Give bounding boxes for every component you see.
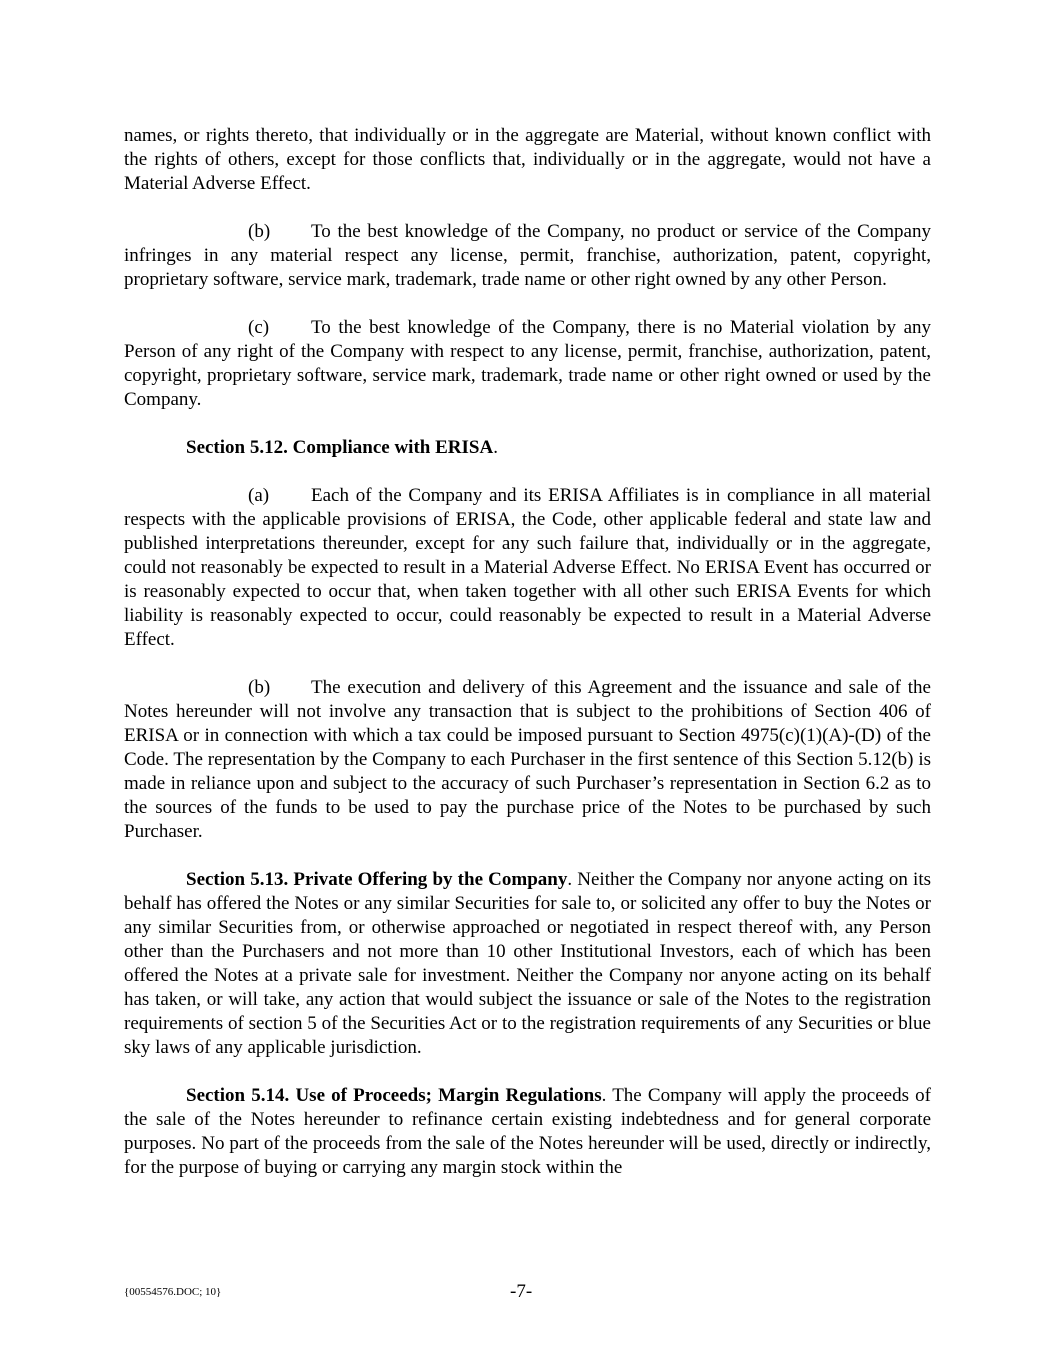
paragraph-label: (b) [248,221,271,242]
section-5-14-paragraph [124,1084,931,1180]
section-heading: Section 5.13. Private Offering by the Company [186,869,568,890]
paragraph-label: (c) [248,317,270,338]
paragraph-text: To the best knowledge of the Company, no product or service of the Company infringes in any material respect any license, permit, franchise, authorization, patent, copyright, proprietary software, service mark, trademark, trade name or other right owned by any other Person. [124,221,931,290]
section-5-13-paragraph [124,868,931,1060]
section-text: . The Company will apply the proceeds of the sale of the Notes hereunder to refinance certain existing indebtedness and for general corporate purposes. No part of the proceeds from the sale of the Notes hereunder will be used, directly or indirectly, for the purpose of buying or carrying any margin stock within the [124,1085,931,1178]
paragraph-text: To the best knowledge of the Company, there is no Material violation by any Person of any right of the Company with respect to any license, permit, franchise, authorization, patent, copyright, proprietary software, service mark, trademark, trade name or other right owned or used by the Company. [124,317,931,410]
section-5-12-heading [124,436,931,460]
section-5-12-b-paragraph [124,676,931,844]
paragraph-text: Each of the Company and its ERISA Affiliates is in compliance in all material respects with the applicable provisions of ERISA, the Code, other applicable federal and state law and published interpretations thereunder, except for any such failure that, individually or in the aggregate, could not reasonably be expected to result in a Material Adverse Effect. No ERISA Event has occurred or is reasonably expected to occur that, when taken together with all other such ERISA Events for which liability is reasonably expected to occur, could reasonably be expected to result in a Material Adverse Effect. [124,485,931,650]
paragraph-text: The execution and delivery of this Agreement and the issuance and sale of the Notes hereunder will not involve any transaction that is subject to the prohibitions of Section 406 of ERISA or in connection with which a tax could be imposed pursuant to Section 4975(c)(1)(A)-(D) of the Code. The representation by the Company to each Purchaser in the first sentence of this Section 5.12(b) is made in reliance upon and subject to the accuracy of such Purchaser’s representation in Section 6.2 as to the sources of the funds to be used to pay the purchase price of the Notes to be purchased by such Purchaser. [124,677,931,842]
footer-document-id: {00554576.DOC; 10} [124,1286,222,1298]
document-page [124,124,931,1180]
section-5-11-b-paragraph [124,220,931,292]
section-5-12-a-paragraph [124,484,931,652]
continuation-paragraph: names, or rights thereto, that individually or in the aggregate are Material, without known conflict with the rights of others, except for those conflicts that, individually or in the aggregate, would not have a Material Adverse Effect. [124,125,931,194]
heading-period: . [493,437,498,458]
paragraph-label: (b) [248,677,271,698]
section-heading: Section 5.14. Use of Proceeds; Margin Regulations [186,1085,602,1106]
paragraph-label: (a) [248,485,270,506]
section-text: . Neither the Company nor anyone acting on its behalf has offered the Notes or any similar Securities for sale to, or solicited any offer to buy the Notes or any similar Securities from, or otherwise approached or negotiated in respect thereof with, any Person other than the Purchasers and not more than 10 other Institutional Investors, each of which has been offered the Notes at a private sale for investment. Neither the Company nor anyone acting on its behalf has taken, or will take, any action that would subject the issuance or sale of the Notes to the registration requirements of section 5 of the Securities Act or to the registration requirements of any Securities or blue sky laws of any applicable jurisdiction. [124,869,932,1058]
section-heading: Section 5.12. Compliance with ERISA [186,437,494,458]
section-5-11-c-paragraph [124,316,931,412]
footer-page-number: -7- [510,1281,533,1302]
